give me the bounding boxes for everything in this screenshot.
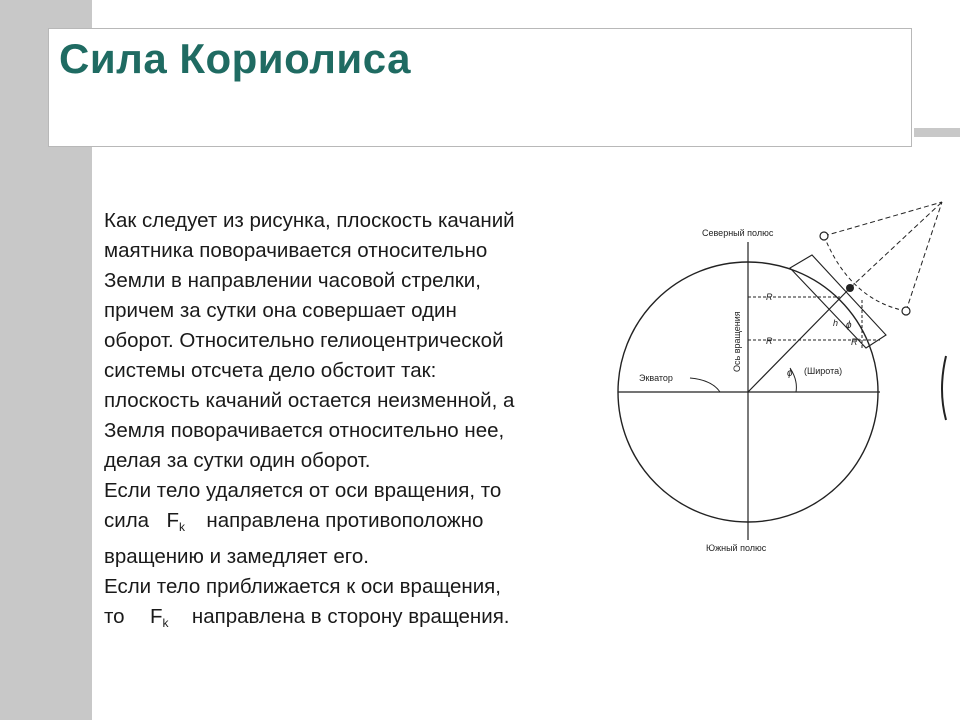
text-line: причем за сутки она совершает один [104,299,457,322]
text-fragment: сила [104,509,150,532]
r-label: R [766,292,773,302]
pendulum-string [824,202,942,236]
text-fragment: направлена противоположно [206,509,484,532]
text-line: плоскость качаний остается неизменной, а [104,389,515,412]
force-subscript: k [179,520,186,534]
text-line: маятника поворачивается относительно [104,239,488,262]
latitude-label: (Широта) [804,366,843,376]
earth-pendulum-diagram [600,190,960,570]
north-pole-label: Северный полюс [702,228,774,238]
text-fragment: направлена в сторону вращения. [191,605,510,628]
h-label: h [833,318,839,328]
paragraph-2 [104,476,594,572]
text-line: Как следует из рисунка, плоскость качаний [104,209,515,232]
pendulum-bob [902,307,910,315]
pendulum-string [906,202,942,311]
body-text [104,206,594,638]
south-pole-label: Южный полюс [706,543,767,553]
text-line: Земли в направлении часовой стрелки, [104,269,481,292]
r-label: R [766,336,773,346]
text-fragment: то [104,605,125,628]
phi-symbol: ϕ [787,368,793,379]
r-prime-label: R' [851,337,860,347]
pendulum-point [846,284,854,292]
title-box [48,28,912,147]
pendulum-bob [820,232,828,240]
text-line: вращению и замедляет его. [104,545,369,568]
text-line: Если тело приближается к оси вращения, [104,575,501,598]
slide-title: Сила Кориолиса [59,35,411,82]
second-globe-edge [942,356,946,420]
equator-label: Экватор [639,373,673,383]
text-line: оборот. Относительно гелиоцентрической [104,329,504,352]
coriolis-force-symbol: F [149,605,163,628]
text-line: Земля поворачивается относительно нее, [104,419,505,442]
text-line: делая за сутки один оборот. [104,449,371,472]
phi-symbol: ϕ [846,320,852,331]
header-accent-stripe [914,128,960,137]
paragraph-3 [104,572,594,638]
text-line: системы отсчета дело обстоит так: [104,359,437,382]
equator-pointer [690,378,720,392]
text-line: Если тело удаляется от оси вращения, то [104,479,502,502]
coriolis-force-symbol: F [166,509,180,532]
force-subscript: k [162,616,169,630]
axis-label: Ось вращения [732,311,742,372]
paragraph-1 [104,206,594,476]
